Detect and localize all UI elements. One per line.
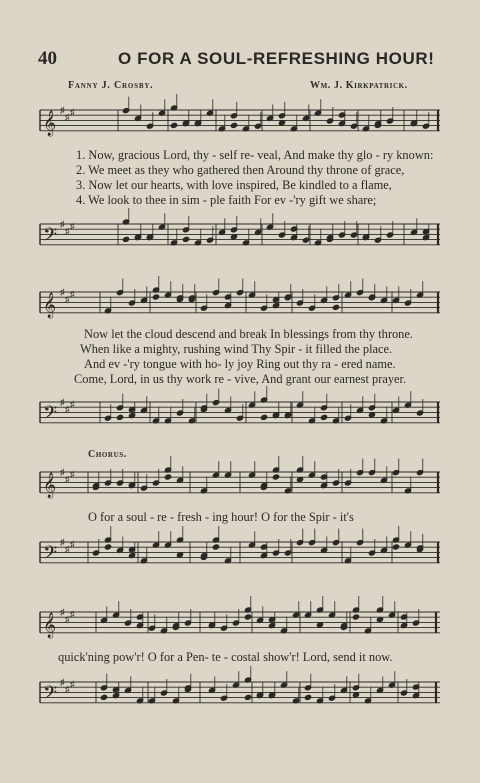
sharp-icon: ♯ xyxy=(65,544,70,554)
note-group xyxy=(122,94,429,132)
treble-staff xyxy=(0,602,480,646)
sharp-icon: ♯ xyxy=(70,289,75,299)
sharp-icon: ♯ xyxy=(60,607,65,617)
notehead xyxy=(122,236,129,242)
note-group xyxy=(92,456,423,494)
treble-clef-icon: 𝄞 xyxy=(43,110,57,136)
notehead xyxy=(152,294,159,300)
sharp-icon: ♯ xyxy=(70,539,75,549)
notehead xyxy=(230,122,237,128)
verse-line: Come, Lord, in us thy work re - vive, And grant our earnest prayer. xyxy=(74,372,407,386)
notehead xyxy=(100,694,107,700)
sharp-icon: ♯ xyxy=(70,609,75,619)
sharp-icon: ♯ xyxy=(70,469,75,479)
sharp-icon: ♯ xyxy=(70,221,75,231)
verse-line: 1. Now, gracious Lord, thy - self re- veal, And make thy glo - ry known: xyxy=(76,148,434,162)
sharp-icon: ♯ xyxy=(70,107,75,117)
verse-line: 4. We look to thee in sim - ple faith For ev -'ry gift we share; xyxy=(76,193,377,207)
hymn-title: O FOR A SOUL-REFRESHING HOUR! xyxy=(118,49,435,68)
bass-staff xyxy=(0,392,480,432)
sharp-icon: ♯ xyxy=(60,105,65,115)
notehead xyxy=(320,414,327,420)
treble-staff xyxy=(0,282,480,326)
treble-clef-icon: 𝄞 xyxy=(43,612,57,638)
bass-clef-icon: 𝄢 xyxy=(43,542,58,568)
notehead xyxy=(352,614,359,620)
sharp-icon: ♯ xyxy=(60,219,65,229)
treble-staff xyxy=(0,100,480,144)
sharp-icon: ♯ xyxy=(70,399,75,409)
sharp-icon: ♯ xyxy=(70,679,75,689)
sharp-icon: ♯ xyxy=(60,677,65,687)
notehead xyxy=(392,544,399,550)
lyricist-credit: Fanny J. Crosby. xyxy=(68,80,154,91)
sharp-icon: ♯ xyxy=(65,294,70,304)
sharp-icon: ♯ xyxy=(65,614,70,624)
note-group xyxy=(104,276,423,314)
sharp-icon: ♯ xyxy=(60,467,65,477)
staff-lines xyxy=(40,612,440,633)
notehead xyxy=(244,694,251,700)
sharp-icon: ♯ xyxy=(65,404,70,414)
notehead xyxy=(164,474,171,480)
treble-clef-icon: 𝄞 xyxy=(43,472,57,498)
verse-line: Now let the cloud descend and break In blessings from thy throne. xyxy=(84,327,413,341)
verse-line: When like a mighty, rushing wind Thy Spir - it filled the place. xyxy=(80,342,393,356)
bass-clef-icon: 𝄢 xyxy=(43,402,58,428)
bass-clef-icon: 𝄢 xyxy=(43,682,58,708)
note-group xyxy=(104,386,423,424)
notehead xyxy=(212,544,219,550)
notehead xyxy=(182,236,189,242)
verse-line: And ev -'ry tongue with ho- ly joy Ring out thy ra - ered name. xyxy=(84,357,396,371)
bass-staff xyxy=(0,672,480,712)
notehead xyxy=(244,614,251,620)
sharp-icon: ♯ xyxy=(65,684,70,694)
sharp-icon: ♯ xyxy=(60,397,65,407)
notehead xyxy=(170,122,177,128)
notehead xyxy=(332,304,339,310)
treble-staff xyxy=(0,462,480,506)
sharp-icon: ♯ xyxy=(60,287,65,297)
notehead xyxy=(304,694,311,700)
chorus-label: Chorus. xyxy=(88,449,127,460)
page-number: 40 xyxy=(38,48,57,69)
staff-lines xyxy=(40,110,440,131)
bass-staff xyxy=(0,214,480,254)
chorus-line: O for a soul - re - fresh - ing hour! O for the Spir - it's xyxy=(88,510,354,524)
sharp-icon: ♯ xyxy=(60,537,65,547)
note-group xyxy=(92,526,423,564)
notehead xyxy=(116,414,123,420)
sharp-icon: ♯ xyxy=(65,226,70,236)
verse-line: 2. We meet as they who gathered then Around thy throne of grace, xyxy=(76,163,405,177)
treble-clef-icon: 𝄞 xyxy=(43,292,57,318)
chorus-line: quick'ning pow'r! O for a Pen- te - costal show'r! Lord, send it now. xyxy=(58,650,393,664)
notehead xyxy=(104,544,111,550)
note-group xyxy=(122,208,429,246)
bass-staff xyxy=(0,532,480,572)
sharp-icon: ♯ xyxy=(65,112,70,122)
notehead xyxy=(272,474,279,480)
sharp-icon: ♯ xyxy=(65,474,70,484)
composer-credit: Wm. J. Kirkpatrick. xyxy=(310,80,408,91)
bass-clef-icon: 𝄢 xyxy=(43,224,58,250)
verse-line: 3. Now let our hearts, with love inspired, Be kindled to a flame, xyxy=(76,178,392,192)
notehead xyxy=(260,414,267,420)
